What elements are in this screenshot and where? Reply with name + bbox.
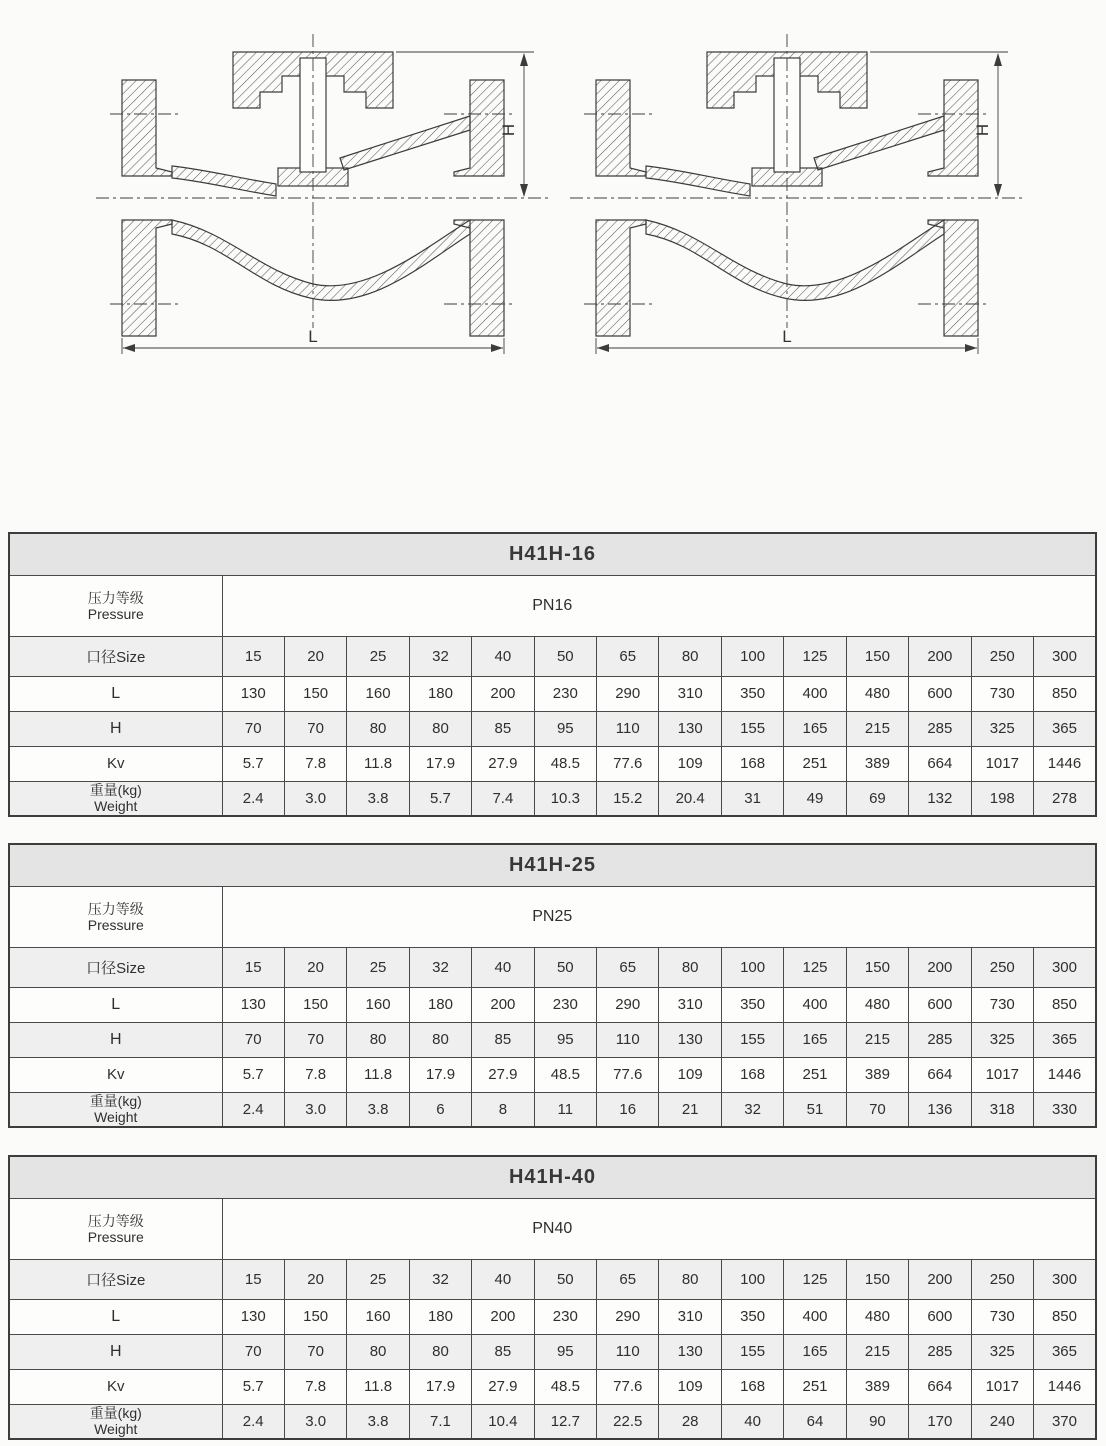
spec-table-h41h-25 (8, 843, 1097, 1128)
value-cell: 400 (784, 987, 846, 1022)
kv-row-label: Kv (9, 1057, 222, 1092)
value-cell: 1446 (1033, 1369, 1096, 1404)
value-cell: 109 (659, 746, 721, 781)
value-cell: 70 (846, 1092, 908, 1127)
value-cell: 3.8 (347, 1092, 409, 1127)
size-label: 口径Size (9, 636, 222, 676)
value-cell: 290 (597, 987, 659, 1022)
weight-label-en: Weight (94, 798, 138, 815)
value-cell: 250 (971, 947, 1033, 987)
value-cell: 7.8 (284, 746, 346, 781)
value-cell: 180 (409, 1299, 471, 1334)
value-cell: 80 (659, 636, 721, 676)
value-cell: 49 (784, 781, 846, 816)
value-cell: 1017 (971, 1057, 1033, 1092)
value-cell: 48.5 (534, 1057, 596, 1092)
value-cell: 165 (784, 1022, 846, 1057)
value-cell: 365 (1033, 711, 1096, 746)
value-cell: 80 (409, 1334, 471, 1369)
value-cell: 130 (222, 1299, 284, 1334)
value-cell: 132 (909, 781, 971, 816)
value-cell: 11 (534, 1092, 596, 1127)
value-cell: 664 (909, 746, 971, 781)
value-cell: 251 (784, 746, 846, 781)
value-cell: 50 (534, 636, 596, 676)
value-cell: 251 (784, 1057, 846, 1092)
value-cell: 95 (534, 1022, 596, 1057)
value-cell: 400 (784, 676, 846, 711)
value-cell: 7.4 (472, 781, 534, 816)
value-cell: 50 (534, 947, 596, 987)
value-cell: 318 (971, 1092, 1033, 1127)
value-cell: 22.5 (597, 1404, 659, 1439)
value-cell: 28 (659, 1404, 721, 1439)
value-cell: 300 (1033, 1259, 1096, 1299)
value-cell: 730 (971, 987, 1033, 1022)
value-cell: 27.9 (472, 746, 534, 781)
value-cell: 290 (597, 676, 659, 711)
kv-row-label: Kv (9, 1369, 222, 1404)
value-cell: 85 (472, 1022, 534, 1057)
value-cell: 664 (909, 1369, 971, 1404)
value-cell: 3.8 (347, 781, 409, 816)
value-cell: 16 (597, 1092, 659, 1127)
value-cell: 100 (721, 1259, 783, 1299)
value-cell: 8 (472, 1092, 534, 1127)
value-cell: 200 (909, 1259, 971, 1299)
value-cell: 125 (784, 636, 846, 676)
value-cell: 285 (909, 1022, 971, 1057)
value-cell: 389 (846, 746, 908, 781)
pressure-label (9, 575, 222, 636)
value-cell: 70 (284, 1022, 346, 1057)
value-cell: 850 (1033, 676, 1096, 711)
value-cell: 40 (472, 636, 534, 676)
value-cell: 200 (472, 676, 534, 711)
value-cell: 11.8 (347, 1369, 409, 1404)
value-cell: 17.9 (409, 746, 471, 781)
value-cell: 200 (909, 636, 971, 676)
value-cell: 150 (284, 676, 346, 711)
value-cell: 730 (971, 676, 1033, 711)
value-cell: 15.2 (597, 781, 659, 816)
h-row-label: H (9, 711, 222, 746)
value-cell: 290 (597, 1299, 659, 1334)
value-cell: 130 (222, 676, 284, 711)
value-cell: 370 (1033, 1404, 1096, 1439)
value-cell: 80 (659, 947, 721, 987)
value-cell: 150 (846, 1259, 908, 1299)
value-cell: 240 (971, 1404, 1033, 1439)
value-cell: 389 (846, 1369, 908, 1404)
pressure-value: PN25 (222, 886, 1096, 947)
l-row-label: L (9, 987, 222, 1022)
value-cell: 150 (284, 987, 346, 1022)
value-cell: 6 (409, 1092, 471, 1127)
value-cell: 170 (909, 1404, 971, 1439)
value-cell: 50 (534, 1259, 596, 1299)
value-cell: 310 (659, 987, 721, 1022)
value-cell: 32 (409, 947, 471, 987)
value-cell: 17.9 (409, 1369, 471, 1404)
value-cell: 480 (846, 676, 908, 711)
value-cell: 21 (659, 1092, 721, 1127)
value-cell: 15 (222, 636, 284, 676)
value-cell: 32 (721, 1092, 783, 1127)
value-cell: 110 (597, 711, 659, 746)
value-cell: 25 (347, 1259, 409, 1299)
value-cell: 285 (909, 1334, 971, 1369)
value-cell: 5.7 (409, 781, 471, 816)
value-cell: 70 (284, 1334, 346, 1369)
pressure-label-en: Pressure (87, 916, 144, 933)
value-cell: 3.8 (347, 1404, 409, 1439)
value-cell: 150 (284, 1299, 346, 1334)
value-cell: 850 (1033, 1299, 1096, 1334)
value-cell: 32 (409, 636, 471, 676)
value-cell: 130 (659, 711, 721, 746)
h-row-label: H (9, 1334, 222, 1369)
value-cell: 250 (971, 636, 1033, 676)
value-cell: 48.5 (534, 1369, 596, 1404)
value-cell: 480 (846, 987, 908, 1022)
value-cell: 350 (721, 987, 783, 1022)
value-cell: 85 (472, 711, 534, 746)
value-cell: 12.7 (534, 1404, 596, 1439)
value-cell: 80 (409, 711, 471, 746)
size-label: 口径Size (9, 947, 222, 987)
value-cell: 7.8 (284, 1369, 346, 1404)
value-cell: 20 (284, 1259, 346, 1299)
value-cell: 130 (222, 987, 284, 1022)
value-cell: 330 (1033, 1092, 1096, 1127)
value-cell: 20 (284, 947, 346, 987)
l-row-label: L (9, 676, 222, 711)
value-cell: 32 (409, 1259, 471, 1299)
value-cell: 230 (534, 987, 596, 1022)
value-cell: 300 (1033, 636, 1096, 676)
value-cell: 51 (784, 1092, 846, 1127)
value-cell: 215 (846, 1334, 908, 1369)
value-cell: 10.4 (472, 1404, 534, 1439)
value-cell: 1017 (971, 746, 1033, 781)
value-cell: 95 (534, 711, 596, 746)
value-cell: 400 (784, 1299, 846, 1334)
value-cell: 7.8 (284, 1057, 346, 1092)
pressure-value: PN16 (222, 575, 1096, 636)
value-cell: 17.9 (409, 1057, 471, 1092)
value-cell: 25 (347, 947, 409, 987)
value-cell: 70 (284, 711, 346, 746)
value-cell: 48.5 (534, 746, 596, 781)
value-cell: 230 (534, 676, 596, 711)
value-cell: 85 (472, 1334, 534, 1369)
value-cell: 168 (721, 746, 783, 781)
value-cell: 310 (659, 1299, 721, 1334)
weight-label-cn: 重量(kg) (89, 1405, 142, 1422)
value-cell: 180 (409, 676, 471, 711)
value-cell: 70 (222, 1334, 284, 1369)
value-cell: 109 (659, 1369, 721, 1404)
value-cell: 1446 (1033, 746, 1096, 781)
value-cell: 5.7 (222, 1369, 284, 1404)
value-cell: 2.4 (222, 1092, 284, 1127)
value-cell: 11.8 (347, 746, 409, 781)
value-cell: 7.1 (409, 1404, 471, 1439)
pressure-label (9, 1198, 222, 1259)
weight-label-en: Weight (94, 1421, 138, 1438)
value-cell: 165 (784, 1334, 846, 1369)
value-cell: 325 (971, 1022, 1033, 1057)
value-cell: 165 (784, 711, 846, 746)
pressure-label-cn: 压力等级 (87, 1212, 144, 1229)
value-cell: 40 (472, 947, 534, 987)
weight-label-cn: 重量(kg) (89, 1093, 142, 1110)
pressure-label (9, 886, 222, 947)
weight-row-label (9, 1092, 222, 1127)
value-cell: 20.4 (659, 781, 721, 816)
value-cell: 168 (721, 1057, 783, 1092)
value-cell: 20 (284, 636, 346, 676)
value-cell: 15 (222, 1259, 284, 1299)
value-cell: 365 (1033, 1334, 1096, 1369)
pressure-value: PN40 (222, 1198, 1096, 1259)
value-cell: 2.4 (222, 1404, 284, 1439)
value-cell: 600 (909, 1299, 971, 1334)
value-cell: 130 (659, 1334, 721, 1369)
value-cell: 600 (909, 987, 971, 1022)
value-cell: 77.6 (597, 1369, 659, 1404)
value-cell: 230 (534, 1299, 596, 1334)
table-title: H41H-25 (9, 844, 1096, 886)
value-cell: 155 (721, 1022, 783, 1057)
value-cell: 80 (347, 1022, 409, 1057)
value-cell: 130 (659, 1022, 721, 1057)
value-cell: 70 (222, 1022, 284, 1057)
weight-label-cn: 重量(kg) (89, 782, 142, 799)
value-cell: 160 (347, 987, 409, 1022)
value-cell: 10.3 (534, 781, 596, 816)
value-cell: 664 (909, 1057, 971, 1092)
spec-table-h41h-40 (8, 1155, 1097, 1440)
value-cell: 2.4 (222, 781, 284, 816)
value-cell: 80 (409, 1022, 471, 1057)
value-cell: 27.9 (472, 1369, 534, 1404)
value-cell: 125 (784, 947, 846, 987)
value-cell: 150 (846, 636, 908, 676)
value-cell: 325 (971, 1334, 1033, 1369)
value-cell: 215 (846, 711, 908, 746)
value-cell: 3.0 (284, 1092, 346, 1127)
value-cell: 350 (721, 1299, 783, 1334)
value-cell: 155 (721, 1334, 783, 1369)
table-title: H41H-16 (9, 533, 1096, 575)
value-cell: 125 (784, 1259, 846, 1299)
value-cell: 215 (846, 1022, 908, 1057)
value-cell: 77.6 (597, 746, 659, 781)
pressure-label-cn: 压力等级 (87, 900, 144, 917)
value-cell: 27.9 (472, 1057, 534, 1092)
value-cell: 64 (784, 1404, 846, 1439)
pressure-label-cn: 压力等级 (87, 589, 144, 606)
valve-cross-section-drawing-left (88, 18, 562, 358)
value-cell: 15 (222, 947, 284, 987)
value-cell: 136 (909, 1092, 971, 1127)
value-cell: 80 (347, 711, 409, 746)
value-cell: 3.0 (284, 781, 346, 816)
value-cell: 850 (1033, 987, 1096, 1022)
value-cell: 5.7 (222, 1057, 284, 1092)
value-cell: 25 (347, 636, 409, 676)
h-row-label: H (9, 1022, 222, 1057)
value-cell: 77.6 (597, 1057, 659, 1092)
value-cell: 480 (846, 1299, 908, 1334)
weight-label-en: Weight (94, 1109, 138, 1126)
value-cell: 155 (721, 711, 783, 746)
value-cell: 198 (971, 781, 1033, 816)
value-cell: 200 (472, 987, 534, 1022)
value-cell: 600 (909, 676, 971, 711)
value-cell: 80 (659, 1259, 721, 1299)
value-cell: 200 (909, 947, 971, 987)
value-cell: 70 (222, 711, 284, 746)
weight-row-label (9, 781, 222, 816)
value-cell: 3.0 (284, 1404, 346, 1439)
value-cell: 95 (534, 1334, 596, 1369)
value-cell: 110 (597, 1334, 659, 1369)
value-cell: 200 (472, 1299, 534, 1334)
value-cell: 150 (846, 947, 908, 987)
value-cell: 90 (846, 1404, 908, 1439)
size-label: 口径Size (9, 1259, 222, 1299)
value-cell: 285 (909, 711, 971, 746)
value-cell: 65 (597, 1259, 659, 1299)
value-cell: 180 (409, 987, 471, 1022)
value-cell: 730 (971, 1299, 1033, 1334)
value-cell: 160 (347, 1299, 409, 1334)
value-cell: 69 (846, 781, 908, 816)
value-cell: 310 (659, 676, 721, 711)
kv-row-label: Kv (9, 746, 222, 781)
value-cell: 65 (597, 636, 659, 676)
l-row-label: L (9, 1299, 222, 1334)
value-cell: 1017 (971, 1369, 1033, 1404)
value-cell: 110 (597, 1022, 659, 1057)
value-cell: 160 (347, 676, 409, 711)
value-cell: 65 (597, 947, 659, 987)
value-cell: 389 (846, 1057, 908, 1092)
value-cell: 1446 (1033, 1057, 1096, 1092)
value-cell: 100 (721, 636, 783, 676)
pressure-label-en: Pressure (87, 1228, 144, 1245)
value-cell: 80 (347, 1334, 409, 1369)
value-cell: 300 (1033, 947, 1096, 987)
value-cell: 168 (721, 1369, 783, 1404)
value-cell: 250 (971, 1259, 1033, 1299)
valve-cross-section-drawing-right (562, 18, 1036, 358)
value-cell: 40 (472, 1259, 534, 1299)
value-cell: 31 (721, 781, 783, 816)
value-cell: 11.8 (347, 1057, 409, 1092)
spec-table-h41h-16 (8, 532, 1097, 817)
value-cell: 251 (784, 1369, 846, 1404)
pressure-label-en: Pressure (87, 605, 144, 622)
value-cell: 350 (721, 676, 783, 711)
value-cell: 109 (659, 1057, 721, 1092)
value-cell: 278 (1033, 781, 1096, 816)
value-cell: 365 (1033, 1022, 1096, 1057)
table-title: H41H-40 (9, 1156, 1096, 1198)
value-cell: 40 (721, 1404, 783, 1439)
value-cell: 5.7 (222, 746, 284, 781)
value-cell: 100 (721, 947, 783, 987)
weight-row-label (9, 1404, 222, 1439)
value-cell: 325 (971, 711, 1033, 746)
